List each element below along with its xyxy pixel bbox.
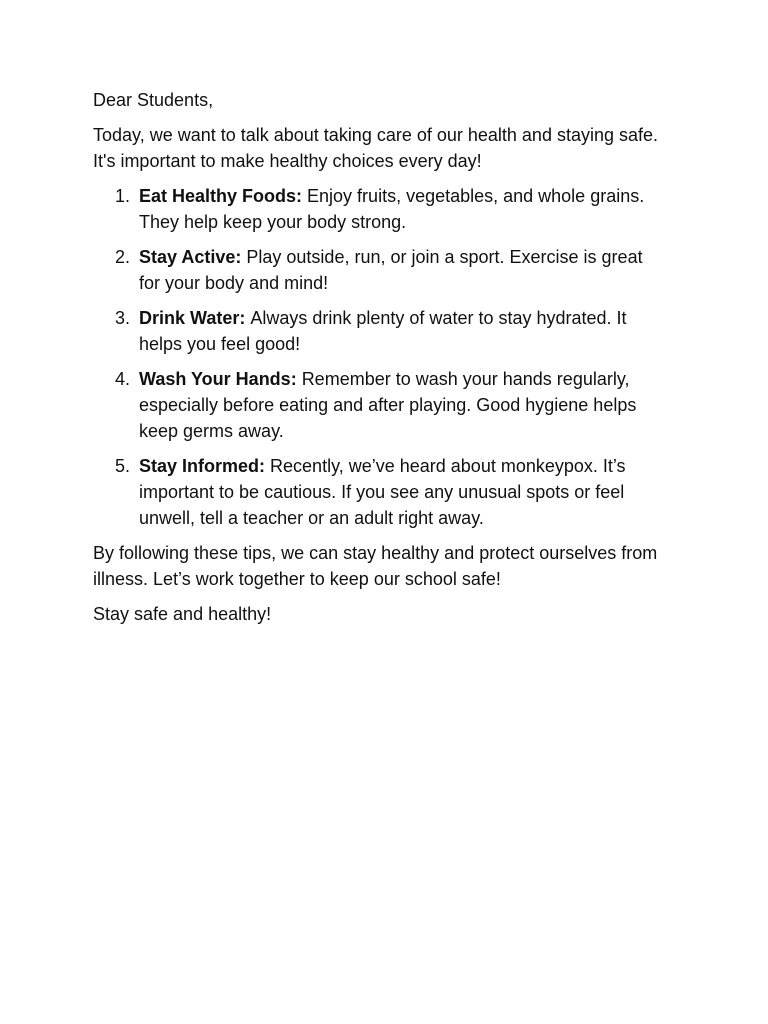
list-item-number: 2.: [115, 247, 131, 267]
list-item-text: Remember to wash your hands regularly, especially before eating and after playing. Good hygiene helps keep germs away.: [139, 369, 637, 441]
list-item-title: Wash Your Hands:: [139, 369, 302, 389]
list-item-text: Always drink plenty of water to stay hydrated. It helps you feel good!: [139, 308, 627, 354]
list-item-number: 4.: [115, 369, 131, 389]
list-item: [93, 183, 668, 235]
list-item: [93, 366, 668, 444]
list-item: [93, 305, 668, 357]
tips-list: [93, 183, 668, 531]
list-item-text: Recently, we’ve heard about monkeypox. It’s important to be cautious. If you see any unusual spots or feel unwell, tell a teacher or an adult right away.: [139, 456, 626, 528]
list-item-title: Stay Active:: [139, 247, 247, 267]
list-item-title: Eat Healthy Foods:: [139, 186, 308, 206]
list-item-title: Drink Water:: [139, 308, 251, 328]
intro-paragraph: Today, we want to talk about taking care of our health and staying safe. It's important to make healthy choices every day!: [93, 125, 659, 171]
closing-line: Stay safe and healthy!: [93, 604, 272, 624]
letter-document: [93, 87, 668, 636]
conclusion-paragraph: By following these tips, we can stay healthy and protect ourselves from illness. Let’s work together to keep our school safe!: [93, 543, 658, 589]
list-item-text: Enjoy fruits, vegetables, and whole grains. They help keep your body strong.: [139, 186, 645, 232]
list-item-title: Stay Informed:: [139, 456, 271, 476]
list-item: [93, 453, 668, 531]
list-item-number: 5.: [115, 456, 131, 476]
list-item-text: Play outside, run, or join a sport. Exercise is great for your body and mind!: [139, 247, 643, 293]
greeting: Dear Students,: [93, 90, 214, 110]
list-item: [93, 244, 668, 296]
list-item-number: 1.: [115, 186, 131, 206]
list-item-number: 3.: [115, 308, 131, 328]
